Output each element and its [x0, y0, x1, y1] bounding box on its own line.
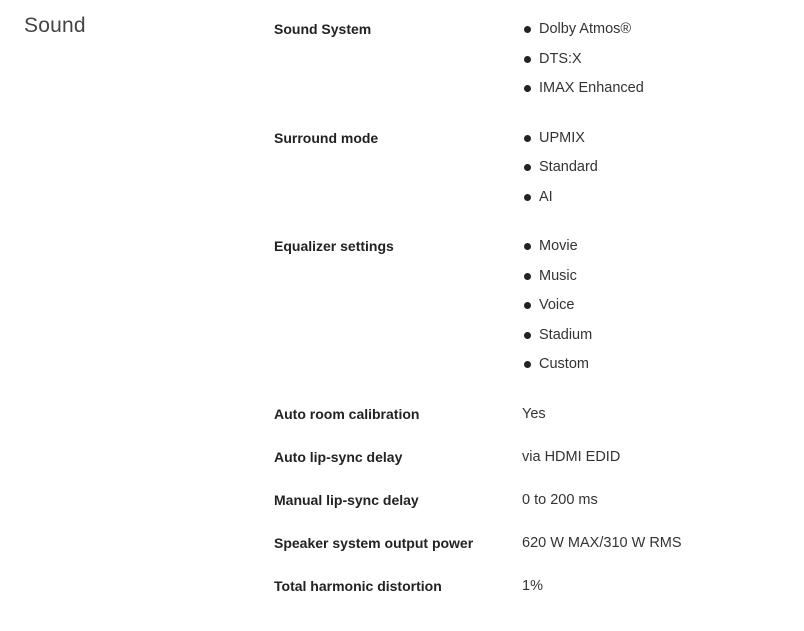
bullet-icon: [524, 273, 531, 280]
spec-value: via HDMI EDID: [522, 448, 621, 465]
spec-label: Auto lip-sync delay: [274, 448, 403, 465]
spec-row-equalizer-settings: [274, 237, 774, 385]
spec-label: Manual lip-sync delay: [274, 491, 419, 508]
spec-row-surround-mode: [274, 129, 774, 218]
spec-value-item: Dolby Atmos®: [522, 20, 644, 50]
spec-label: Equalizer settings: [274, 238, 394, 254]
spec-label: Speaker system output power: [274, 534, 474, 551]
spec-label: Sound System: [274, 21, 372, 37]
spec-value-item: IMAX Enhanced: [522, 79, 644, 109]
spec-row-total-harmonic-distortion: [274, 577, 774, 620]
bullet-icon: [524, 302, 531, 309]
spec-value-item: DTS:X: [522, 50, 644, 80]
spec-row-manual-lip-sync-delay: [274, 491, 774, 534]
spec-value-item: AI: [522, 188, 598, 218]
spec-value: Yes: [522, 405, 546, 422]
bullet-icon: [524, 361, 531, 368]
spec-table: [274, 20, 774, 620]
bullet-icon: [524, 332, 531, 339]
spec-value-item: Standard: [522, 158, 598, 188]
bullet-icon: [524, 135, 531, 142]
spec-value-item: Custom: [522, 355, 592, 385]
spec-value: 0 to 200 ms: [522, 491, 598, 508]
bullet-icon: [524, 194, 531, 201]
bullet-icon: [524, 26, 531, 33]
bullet-icon: [524, 85, 531, 92]
spec-row-speaker-output-power: [274, 534, 774, 577]
spec-value-item: UPMIX: [522, 129, 598, 159]
spec-row-auto-lip-sync-delay: [274, 448, 774, 491]
spec-value-item: Voice: [522, 296, 592, 326]
spec-value: 1%: [522, 577, 543, 594]
spec-value-item: Music: [522, 267, 592, 297]
bullet-icon: [524, 164, 531, 171]
spec-value-list: [522, 237, 592, 385]
spec-label: Auto room calibration: [274, 405, 420, 422]
spec-value-list: [522, 20, 644, 109]
spec-row-sound-system: [274, 20, 774, 109]
bullet-icon: [524, 56, 531, 63]
spec-label: Total harmonic distortion: [274, 577, 442, 594]
spec-row-auto-room-calibration: [274, 405, 774, 448]
section-title: Sound: [24, 14, 86, 37]
spec-value-item: Movie: [522, 237, 592, 267]
spec-value-list: [522, 129, 598, 218]
spec-value: 620 W MAX/310 W RMS: [522, 534, 682, 551]
spec-label: Surround mode: [274, 129, 379, 146]
bullet-icon: [524, 243, 531, 250]
spec-value-item: Stadium: [522, 326, 592, 356]
